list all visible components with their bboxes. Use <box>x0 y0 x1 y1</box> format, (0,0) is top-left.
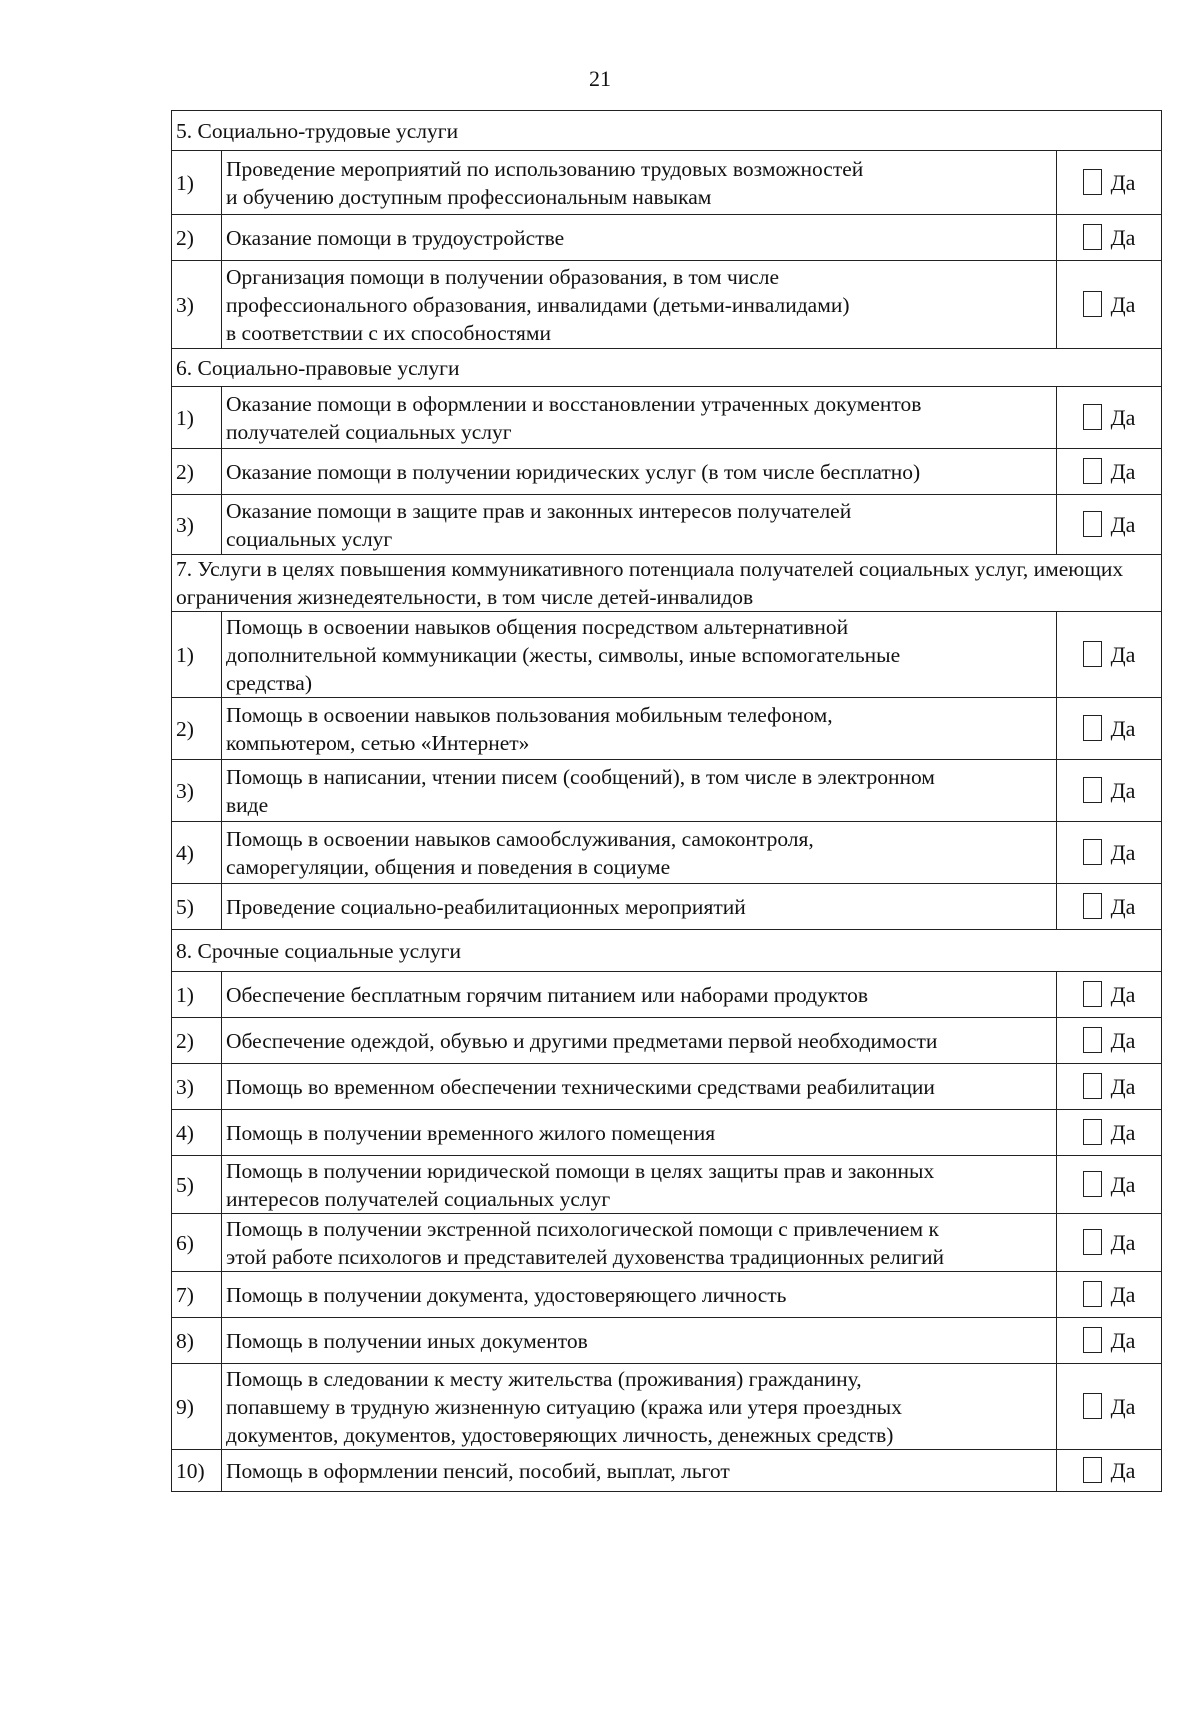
yes-checkbox-label: Да <box>1110 511 1136 537</box>
yes-checkbox[interactable] <box>1083 1457 1102 1483</box>
section-title: 5. Социально-трудовые услуги <box>172 111 1162 151</box>
service-row <box>172 1156 1162 1214</box>
item-description-line: документов, документов, удостоверяющих личность, денежных средств) <box>226 1422 894 1447</box>
yes-checkbox-label: Да <box>1110 291 1136 317</box>
item-description <box>222 1110 1057 1156</box>
yes-checkbox-cell <box>1057 495 1162 555</box>
item-number: 3) <box>172 1064 222 1110</box>
yes-checkbox[interactable] <box>1083 1073 1102 1099</box>
item-description <box>222 1018 1057 1064</box>
service-row <box>172 387 1162 449</box>
yes-checkbox-label: Да <box>1110 404 1136 430</box>
yes-checkbox[interactable] <box>1083 458 1102 484</box>
item-number: 5) <box>172 884 222 930</box>
section-header-row <box>172 555 1162 612</box>
item-description-line: Помощь в получении экстренной психологической помощи с привлечением к <box>226 1216 939 1241</box>
yes-checkbox-label: Да <box>1110 1119 1136 1145</box>
yes-checkbox-cell <box>1057 612 1162 698</box>
yes-checkbox-label: Да <box>1110 893 1136 919</box>
service-row <box>172 1018 1162 1064</box>
item-number: 4) <box>172 1110 222 1156</box>
yes-checkbox-cell <box>1057 698 1162 760</box>
service-row <box>172 1272 1162 1318</box>
item-number: 4) <box>172 822 222 884</box>
item-description-line: Оказание помощи в защите прав и законных интересов получателей <box>226 498 852 523</box>
yes-checkbox[interactable] <box>1083 1027 1102 1053</box>
yes-checkbox-label: Да <box>1110 641 1136 667</box>
item-number: 2) <box>172 1018 222 1064</box>
yes-checkbox-cell <box>1057 1156 1162 1214</box>
item-description-line: и обучению доступным профессиональным навыкам <box>226 184 712 209</box>
yes-checkbox-label: Да <box>1110 1073 1136 1099</box>
services-table <box>171 110 1162 1492</box>
yes-checkbox-cell <box>1057 972 1162 1018</box>
item-number: 1) <box>172 612 222 698</box>
yes-checkbox-label: Да <box>1110 715 1136 741</box>
item-description-line: Помощь в оформлении пенсий, пособий, выплат, льгот <box>226 1458 730 1483</box>
item-number: 10) <box>172 1450 222 1492</box>
item-description-line: этой работе психологов и представителей духовенства традиционных религий <box>226 1244 945 1269</box>
yes-checkbox-cell <box>1057 1450 1162 1492</box>
yes-checkbox[interactable] <box>1083 641 1102 667</box>
yes-checkbox-label: Да <box>1110 1281 1136 1307</box>
item-description-line: Помощь в получении временного жилого помещения <box>226 1120 716 1145</box>
item-description-line: дополнительной коммуникации (жесты, символы, иные вспомогательные <box>226 642 901 667</box>
yes-checkbox-cell <box>1057 387 1162 449</box>
service-row <box>172 1364 1162 1450</box>
yes-checkbox[interactable] <box>1083 1119 1102 1145</box>
yes-checkbox[interactable] <box>1083 1171 1102 1197</box>
yes-checkbox-label: Да <box>1110 224 1136 250</box>
item-description-line: Проведение мероприятий по использованию трудовых возможностей <box>226 156 864 181</box>
item-description-line: средства) <box>226 670 312 695</box>
item-description-line: Обеспечение бесплатным горячим питанием или наборами продуктов <box>226 982 869 1007</box>
service-row <box>172 1450 1162 1492</box>
services-table-body <box>172 111 1162 1492</box>
item-number: 3) <box>172 261 222 349</box>
yes-checkbox-label: Да <box>1110 1229 1136 1255</box>
yes-checkbox[interactable] <box>1083 1327 1102 1353</box>
yes-checkbox-label: Да <box>1110 839 1136 865</box>
service-row <box>172 884 1162 930</box>
item-description-line: Помощь в следовании к месту жительства (проживания) гражданину, <box>226 1366 862 1391</box>
section-header-row <box>172 111 1162 151</box>
item-description-line: Оказание помощи в трудоустройстве <box>226 225 565 250</box>
item-description <box>222 1318 1057 1364</box>
section-header-row <box>172 349 1162 387</box>
item-description-line: профессионального образования, инвалидами (детьми-инвалидами) <box>226 292 850 317</box>
yes-checkbox-cell <box>1057 884 1162 930</box>
yes-checkbox-label: Да <box>1110 169 1136 195</box>
yes-checkbox[interactable] <box>1083 1281 1102 1307</box>
yes-checkbox-label: Да <box>1110 458 1136 484</box>
item-description-line: Помощь во временном обеспечении техническими средствами реабилитации <box>226 1074 935 1099</box>
item-description-line: Помощь в получении юридической помощи в целях защиты прав и законных <box>226 1158 935 1183</box>
yes-checkbox-cell <box>1057 449 1162 495</box>
page-number: 21 <box>589 66 611 91</box>
yes-checkbox-cell <box>1057 1064 1162 1110</box>
yes-checkbox[interactable] <box>1083 777 1102 803</box>
service-row <box>172 698 1162 760</box>
yes-checkbox[interactable] <box>1083 1393 1102 1419</box>
item-description-line: попавшему в трудную жизненную ситуацию (кража или утеря проездных <box>226 1394 902 1419</box>
item-description-line: Помощь в получении документа, удостоверяющего личность <box>226 1282 787 1307</box>
item-number: 2) <box>172 698 222 760</box>
item-number: 1) <box>172 151 222 215</box>
item-description <box>222 1064 1057 1110</box>
item-number: 6) <box>172 1214 222 1272</box>
item-description-line: компьютером, сетью «Интернет» <box>226 730 530 755</box>
yes-checkbox-label: Да <box>1110 1027 1136 1053</box>
item-number: 1) <box>172 387 222 449</box>
section-title: 6. Социально-правовые услуги <box>172 349 1162 387</box>
yes-checkbox-cell <box>1057 760 1162 822</box>
yes-checkbox-label: Да <box>1110 1171 1136 1197</box>
item-number: 2) <box>172 449 222 495</box>
yes-checkbox-cell <box>1057 822 1162 884</box>
item-description-line: Помощь в написании, чтении писем (сообщений), в том числе в электронном <box>226 764 935 789</box>
service-row <box>172 612 1162 698</box>
yes-checkbox-cell <box>1057 151 1162 215</box>
service-row <box>172 495 1162 555</box>
item-description-line: Помощь в получении иных документов <box>226 1328 588 1353</box>
item-description <box>222 261 1057 349</box>
yes-checkbox[interactable] <box>1083 981 1102 1007</box>
item-description <box>222 612 1057 698</box>
item-number: 5) <box>172 1156 222 1214</box>
service-row <box>172 822 1162 884</box>
item-description <box>222 884 1057 930</box>
service-row <box>172 760 1162 822</box>
yes-checkbox[interactable] <box>1083 839 1102 865</box>
service-row <box>172 261 1162 349</box>
yes-checkbox[interactable] <box>1083 404 1102 430</box>
item-number: 3) <box>172 760 222 822</box>
yes-checkbox-cell <box>1057 1272 1162 1318</box>
yes-checkbox-label: Да <box>1110 1327 1136 1353</box>
item-description-line: Проведение социально-реабилитационных мероприятий <box>226 894 746 919</box>
service-row <box>172 972 1162 1018</box>
service-row <box>172 151 1162 215</box>
item-description-line: виде <box>226 792 269 817</box>
yes-checkbox[interactable] <box>1083 715 1102 741</box>
service-row <box>172 1064 1162 1110</box>
yes-checkbox[interactable] <box>1083 169 1102 195</box>
yes-checkbox[interactable] <box>1083 291 1102 317</box>
item-description <box>222 1364 1057 1450</box>
item-description <box>222 1450 1057 1492</box>
yes-checkbox-cell <box>1057 1364 1162 1450</box>
item-description <box>222 495 1057 555</box>
item-description-line: Помощь в освоении навыков пользования мобильным телефоном, <box>226 702 833 727</box>
item-description-line: получателей социальных услуг <box>226 419 512 444</box>
service-row <box>172 215 1162 261</box>
item-description-line: Помощь в освоении навыков самообслуживания, самоконтроля, <box>226 826 814 851</box>
yes-checkbox[interactable] <box>1083 224 1102 250</box>
yes-checkbox-label: Да <box>1110 1393 1136 1419</box>
item-number: 8) <box>172 1318 222 1364</box>
yes-checkbox-cell <box>1057 215 1162 261</box>
item-description <box>222 449 1057 495</box>
service-row <box>172 1318 1162 1364</box>
yes-checkbox-label: Да <box>1110 777 1136 803</box>
item-description-line: интересов получателей социальных услуг <box>226 1186 611 1211</box>
item-description <box>222 698 1057 760</box>
yes-checkbox[interactable] <box>1083 1229 1102 1255</box>
item-description-line: Оказание помощи в получении юридических услуг (в том числе бесплатно) <box>226 459 921 484</box>
item-description <box>222 760 1057 822</box>
section-title: 8. Срочные социальные услуги <box>172 930 1162 972</box>
yes-checkbox-cell <box>1057 261 1162 349</box>
item-number: 9) <box>172 1364 222 1450</box>
yes-checkbox-cell <box>1057 1214 1162 1272</box>
yes-checkbox-label: Да <box>1110 981 1136 1007</box>
item-description <box>222 1156 1057 1214</box>
item-description <box>222 215 1057 261</box>
item-number: 1) <box>172 972 222 1018</box>
item-number: 3) <box>172 495 222 555</box>
service-row <box>172 1110 1162 1156</box>
item-description-line: Помощь в освоении навыков общения посредством альтернативной <box>226 614 849 639</box>
item-description-line: социальных услуг <box>226 526 393 551</box>
yes-checkbox-cell <box>1057 1110 1162 1156</box>
item-number: 2) <box>172 215 222 261</box>
yes-checkbox-label: Да <box>1110 1457 1136 1483</box>
yes-checkbox[interactable] <box>1083 511 1102 537</box>
section-title: 7. Услуги в целях повышения коммуникативного потенциала получателей социальных услуг, имеющих ограничения жизнедеятельности, в том числе детей-инвалидов <box>172 555 1162 612</box>
item-description <box>222 1272 1057 1318</box>
item-description <box>222 972 1057 1018</box>
item-description-line: Обеспечение одеждой, обувью и другими предметами первой необходимости <box>226 1028 938 1053</box>
item-description-line: саморегуляции, общения и поведения в социуме <box>226 854 671 879</box>
item-description-line: Организация помощи в получении образования, в том числе <box>226 264 780 289</box>
item-description <box>222 822 1057 884</box>
service-row <box>172 449 1162 495</box>
item-description <box>222 1214 1057 1272</box>
service-row <box>172 1214 1162 1272</box>
yes-checkbox-cell <box>1057 1318 1162 1364</box>
yes-checkbox[interactable] <box>1083 893 1102 919</box>
item-description-line: в соответствии с их способностями <box>226 320 551 345</box>
yes-checkbox-cell <box>1057 1018 1162 1064</box>
item-description <box>222 151 1057 215</box>
item-number: 7) <box>172 1272 222 1318</box>
section-header-row <box>172 930 1162 972</box>
item-description <box>222 387 1057 449</box>
item-description-line: Оказание помощи в оформлении и восстановлении утраченных документов <box>226 391 922 416</box>
